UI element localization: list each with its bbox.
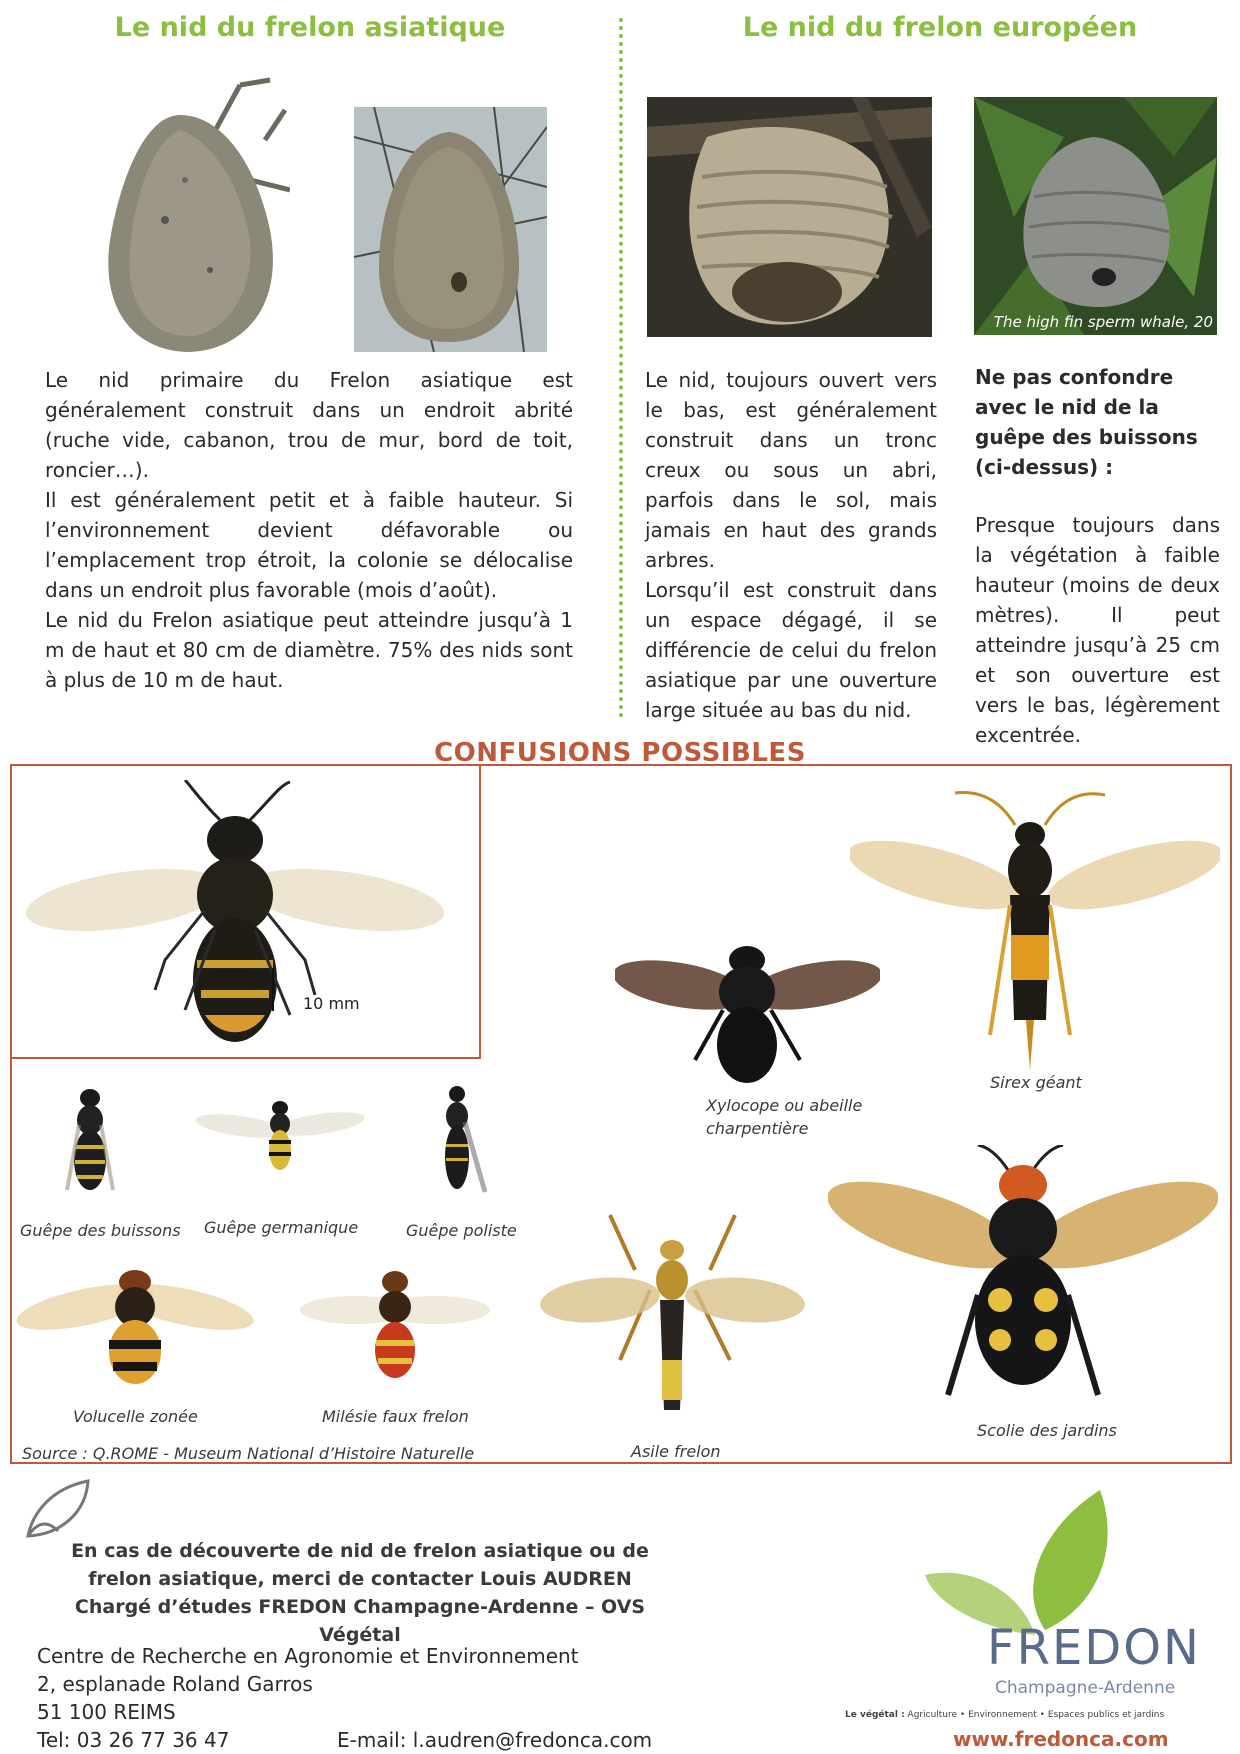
contact-message: En cas de découverte de nid de frelon asiatique ou de frelon asiatique, merci de contacter Louis AUDREN <box>71 1540 649 1590</box>
european-paragraph-1: Le nid, toujours ouvert vers le bas, est généralement construit dans un tronc creux ou sous un abri, parfois dans le sol, mais jamais en haut des grands arbres. <box>645 368 937 572</box>
wasp-note-title: Ne pas confondre avec le nid de la guêpe des buissons (ci-dessus) : <box>975 365 1198 479</box>
guepe-germanique-illustration <box>195 1098 365 1173</box>
caption-asile: Asile frelon <box>631 1442 721 1461</box>
asian-paragraph-2: Il est généralement petit et à faible hauteur. Si l’environnement devient défavorable ou l’emplacement trop étroit, la colonie se délocalise dans un endroit plus favorable (mois d’août). <box>45 488 573 602</box>
european-nest-photo-2 <box>974 97 1217 335</box>
asian-paragraph-1: Le nid primaire du Frelon asiatique est généralement construit dans un endroit abrité (ruche vide, cabanon, trou de mur, bord de toit, roncier…). <box>45 368 573 482</box>
fredon-tagline <box>845 1710 1164 1720</box>
contact-phone: Tel: 03 26 77 36 47 <box>37 1728 230 1752</box>
fredon-leaf-icon <box>845 1490 1225 1640</box>
contact-street: 2, esplanade Roland Garros <box>37 1672 313 1696</box>
milesie-illustration <box>300 1262 490 1390</box>
xylocope-illustration <box>615 930 880 1090</box>
asian-nest-photo-1 <box>90 70 290 355</box>
european-nest-description <box>645 365 937 725</box>
column-divider <box>619 18 623 718</box>
scolie-illustration <box>828 1145 1218 1415</box>
fredon-region: Champagne-Ardenne <box>995 1678 1176 1698</box>
caption-scolie: Scolie des jardins <box>977 1421 1117 1440</box>
fredon-logo <box>845 1490 1225 1720</box>
leaf-outline-icon <box>18 1476 93 1546</box>
caption-guepe-poliste: Guêpe poliste <box>406 1221 517 1240</box>
sirex-illustration <box>850 785 1220 1075</box>
european-nest-photo-1 <box>647 97 932 337</box>
asian-nest-photo-2 <box>354 107 547 352</box>
asian-paragraph-3: Le nid du Frelon asiatique peut atteindre jusqu’à 1 m de haut et 80 cm de diamètre. 75% des nids sont à plus de 10 m de haut. <box>45 608 573 692</box>
contact-org: Centre de Recherche en Agronomie et Environnement <box>37 1644 579 1668</box>
confusions-title: CONFUSIONS POSSIBLES <box>434 738 806 768</box>
caption-guepe-buissons: Guêpe des buissons <box>20 1221 181 1240</box>
wasp-nest-note <box>975 362 1220 750</box>
scale-label: 10 mm <box>303 994 360 1013</box>
contact-role: Chargé d’études FREDON Champagne-Ardenne – OVS Végétal <box>74 1596 646 1646</box>
volucelle-illustration <box>15 1262 255 1392</box>
image-source: Source : Q.ROME - Museum National d’Histoire Naturelle <box>22 1444 475 1463</box>
european-nest-title: Le nid du frelon européen <box>742 12 1138 43</box>
wasp-note-text: Presque toujours dans la végétation à faible hauteur (moins de deux mètres). Il peut atteindre jusqu’à 25 cm et son ouverture est vers le bas, légèrement excentrée. <box>975 513 1220 747</box>
fredon-website[interactable]: www.fredonca.com <box>953 1727 1169 1751</box>
fredon-tagline-bold: Le végétal : <box>845 1710 905 1720</box>
european-paragraph-2: Lorsqu’il est construit dans un espace dégagé, il se différencie de celui du frelon asiatique par une ouverture large située au bas du nid. <box>645 578 937 722</box>
caption-guepe-germanique: Guêpe germanique <box>204 1218 359 1237</box>
caption-sirex: Sirex géant <box>990 1073 1082 1092</box>
caption-volucelle: Volucelle zonée <box>73 1407 198 1426</box>
asile-illustration <box>540 1210 805 1430</box>
guepe-poliste-illustration <box>425 1082 495 1200</box>
contact-email[interactable]: E-mail: l.audren@fredonca.com <box>337 1728 653 1752</box>
fredon-name: FREDON <box>987 1620 1201 1676</box>
asian-nest-description <box>45 365 573 695</box>
asian-nest-title: Le nid du frelon asiatique <box>114 12 506 43</box>
caption-xylocope: Xylocope ou abeille charpentière <box>706 1096 863 1138</box>
asian-hornet-illustration <box>15 780 465 1050</box>
scale-bar <box>272 968 274 1011</box>
fredon-tagline-text: Agriculture • Environnement • Espaces publics et jardins <box>904 1710 1165 1720</box>
caption-milesie: Milésie faux frelon <box>322 1407 469 1426</box>
guepe-buissons-illustration <box>55 1080 125 1195</box>
contact-city: 51 100 REIMS <box>37 1700 176 1724</box>
photo-credit: The high fin sperm whale, 20 <box>993 313 1213 331</box>
